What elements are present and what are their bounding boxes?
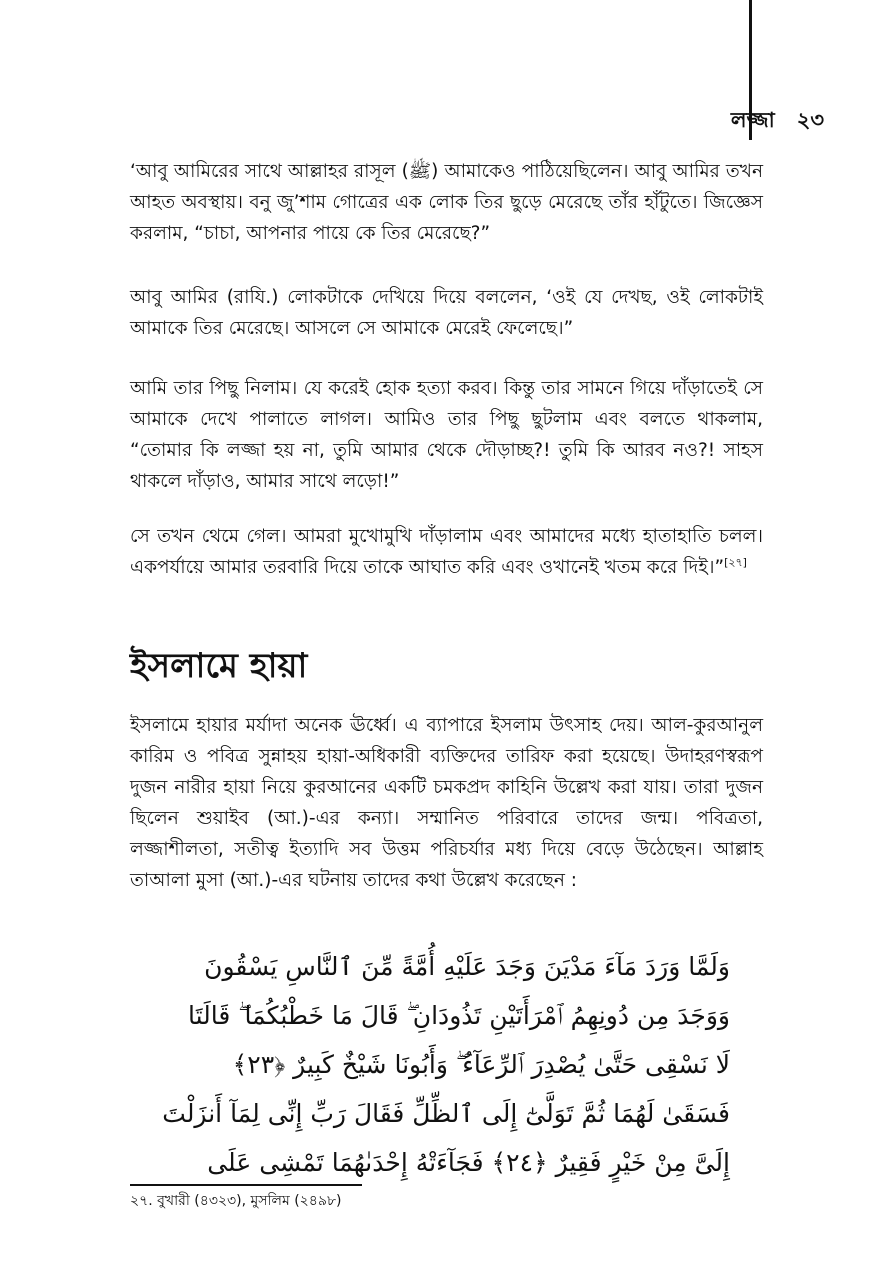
quran-verse-block [162,942,730,1187]
quran-line: وَلَمَّا وَرَدَ مَآءَ مَدْيَنَ وَجَدَ عَلَيْهِ أُمَّةً مِّنَ ٱلنَّاسِ يَسْقُونَ [204,952,730,981]
section-paragraph-text: ইসলামে হায়ার মর্যাদা অনেক ঊর্ধ্বে। এ ব্যাপারে ইসলাম উৎসাহ দেয়। আল-কুরআনুল কারিম ও পবিত্র সুন্নাহয় হায়া-অধিকারী ব্যক্তিদের তারিফ করা হয়েছে। উদাহরণস্বরূপ দুজন নারীর হায়া নিয়ে কুরআনের একটি চমকপ্রদ কাহিনি উল্লেখ করা যায়। তারা দুজন ছিলেন শুয়াইব (আ.)-এর কন্যা। সম্মানিত পরিবারে তাদের জন্ম। পবিত্রতা, লজ্জাশীলতা, সতীত্ব ইত্যাদি সব উত্তম পরিচর্যার মধ্য দিয়ে বেড়ে উঠেছেন। আল্লাহ তাআলা মুসা (আ.)-এর ঘটনায় তাদের কথা উল্লেখ করেছেন : [130,715,763,891]
chapter-title: লজ্জা [730,108,775,132]
paragraph-1-text: ‘আবু আমিরের সাথে আল্লাহর রাসূল (ﷺ) আমাকেও পাঠিয়েছিলেন। আবু আমির তখন আহত অবস্থায়। বনু জু’শাম গোত্রের এক লোক তির ছুড়ে মেরেছে তাঁর হাঁটুতে। জিজ্ঞেস করলাম, “চাচা, আপনার পায়ে কে তির মেরেছে?” [130,161,763,244]
paragraph-4-text: সে তখন থেমে গেল। আমরা মুখোমুখি দাঁড়ালাম এবং আমাদের মধ্যে হাতাহাতি চলল। একপর্যায়ে আমার তরবারি দিয়ে তাকে আঘাত করি এবং ওখানেই খতম করে দিই।” [130,526,763,578]
quran-line: لَا نَسْقِى حَتَّىٰ يُصْدِرَ ٱلرِّعَآءُ ۖ وَأَبُونَا شَيْخٌ كَبِيرٌ ﴿٢٣﴾ [232,1050,730,1079]
paragraph-3 [130,373,763,497]
paragraph-2 [130,282,763,344]
paragraph-1 [130,156,763,249]
footnote-reference: [২৭] [724,555,747,569]
section-paragraph [130,710,763,896]
section-heading: ইসলামে হায়া [130,646,308,686]
quran-line: فَسَقَىٰ لَهُمَا ثُمَّ تَوَلَّىٰٓ إِلَى ٱلظِّلِّ فَقَالَ رَبِّ إِنِّى لِمَآ أَنزَلْتَ [162,1099,730,1128]
quran-line: إِلَىَّ مِنْ خَيْرٍ فَقِيرٌ ﴿٢٤﴾ فَجَآءَتْهُ إِحْدَىٰهُمَا تَمْشِى عَلَى [207,1148,730,1177]
running-header [731,104,824,139]
footnote-divider [130,1184,362,1186]
paragraph-3-text: আমি তার পিছু নিলাম। যে করেই হোক হত্যা করব। কিন্তু তার সামনে গিয়ে দাঁড়াতেই সে আমাকে দেখে পালাতে লাগল। আমিও তার পিছু ছুটলাম এবং বলতে থাকলাম, “তোমার কি লজ্জা হয় না, তুমি আমার থেকে দৌড়াচ্ছ?! তুমি কি আরব নও?! সাহস থাকলে দাঁড়াও, আমার সাথে লড়ো!” [130,378,763,492]
quran-line: وَوَجَدَ مِن دُونِهِمُ ٱمْرَأَتَيْنِ تَذُودَانِ ۖ قَالَ مَا خَطْبُكُمَا ۖ قَالَتَا [188,1001,730,1030]
paragraph-4 [130,521,763,583]
page-number: ২৩ [796,108,824,132]
paragraph-2-text: আবু আমির (রাযি.) লোকটাকে দেখিয়ে দিয়ে বললেন, ‘ওই যে দেখছ, ওই লোকটাই আমাকে তির মেরেছে। আসলে সে আমাকে মেরেই ফেলেছে।” [130,287,763,339]
footnote: ২৭. বুখারী (৪৩২৩), মুসলিম (২৪৯৮) [130,1193,342,1209]
